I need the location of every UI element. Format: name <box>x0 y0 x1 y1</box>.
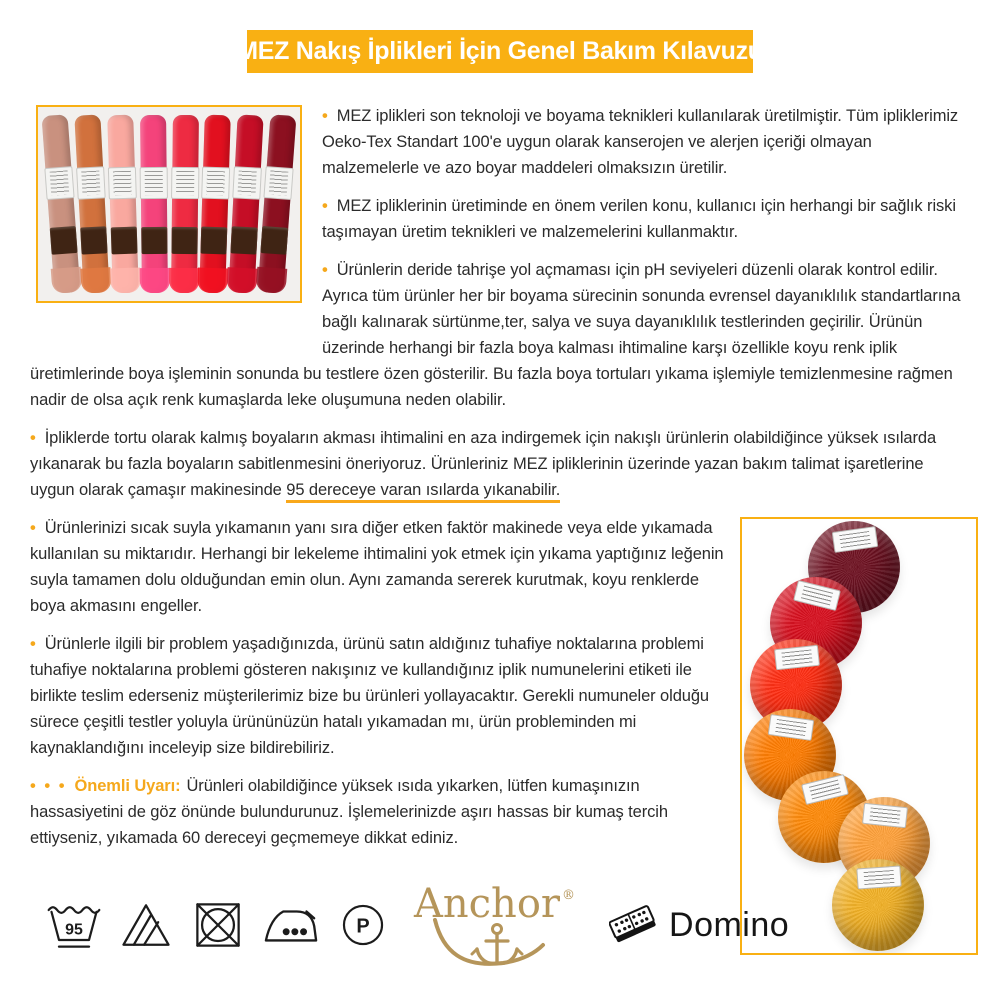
skein-tuft <box>139 268 169 293</box>
bullet-icon: • <box>322 261 328 279</box>
thread-skein <box>42 114 81 293</box>
care-symbols <box>44 897 392 953</box>
paragraph-text: MEZ iplikleri son teknoloji ve boyama teknikleri kullanılarak üretilmiştir. Tüm ipliklerimiz Oeko-Tex Standart 100'e uygun olarak kanserojen ve alerjen içeriği olmayan malzemelerle ve azo boyar maddeleri olmaksızın üretilir. <box>322 107 959 177</box>
paragraph-text: Ürünlerin deride tahrişe yol açmaması için pH seviyeleri düzenli olarak kontrol edilir. Ayrıca tüm ürünler her bir boyama sürecinin sonunda evrensel dayanıklılık standartlarına bağlı kalınarak sürtünme,ter, salya ve suya dayanıklılık testlerinden geçirilir. Ürünün üzerinde herhangi bir fazla boya kalması ihtimaline karşı özellikle koyu renk iplik üretimlerinde boya işleminin sonunda bu testlere özen gösterilir. Bu fazla boya tortuları yıkama işlemiyle temizlenmesine rağmen nadir de olsa açık renk kumaşlarda leke oluşumuna neden olabilir. <box>30 261 961 409</box>
skein-band <box>171 227 197 254</box>
ball-label <box>768 714 814 741</box>
ball-label <box>774 645 820 670</box>
footer-row <box>44 878 789 972</box>
thread-skein <box>107 115 138 294</box>
skein-band <box>231 226 258 254</box>
skein-band <box>141 227 167 254</box>
ball-label <box>801 774 849 805</box>
skein-label <box>44 166 74 200</box>
skein-tuft <box>198 268 229 294</box>
thread-skein <box>200 115 231 294</box>
dry-clean-p-icon <box>334 897 392 953</box>
skein-tuft <box>110 268 141 294</box>
skein-band <box>201 227 228 254</box>
paragraph-text: MEZ ipliklerinin üretiminde en önem verilen konu, kullanıcı için herhangi bir sağlık riski taşımayan üretim teknikleri ve malzemelerini kullanmaktır. <box>322 197 956 241</box>
bullet-icon: • <box>322 107 328 125</box>
skein-label <box>76 166 106 200</box>
bullet-icon: • <box>322 197 328 215</box>
skein-label <box>233 166 263 200</box>
ball-label <box>862 803 908 828</box>
bullet-icon: • <box>30 635 36 653</box>
skein-tuft <box>80 267 111 293</box>
domino-wordmark: Domino <box>669 905 790 944</box>
machine-wash-95-icon <box>44 897 104 953</box>
paragraph-text: Ürünlerinizi sıcak suyla yıkamanın yanı sıra diğer etken faktör makinede veya elde yıkamada kullanılan su miktarıdır. Herhangi bir lekeleme ihtimalini yok etmek için yıkama yaptığınız leğenin suyla tamamen dolu olduğundan emin olun. Aynı zamanda sererek kurutmak, koyu renklerde boya akmasını engeller. <box>30 519 724 615</box>
thread-skein <box>171 115 199 293</box>
skein-label <box>139 166 167 199</box>
skein-label <box>264 166 294 200</box>
skein-band <box>80 226 107 254</box>
paragraph-text: Ürünlerle ilgili bir problem yaşadığınızda, ürünü satın aldığınız tuhafiye noktalarına problemi tuhafiye noktalarına problemi gösteren nakışınız ve kullandığınız iplik numunelerini etiketi ile birlikte teslim ederseniz müşterilerimiz bize bu ürünleri yollayacaktır. Gerekli numuneler olduğu sürece çeşitli testler yoluyla ürününüzün hatalı yıkamadan mı, ürün probleminden mi kaynaklandığını inceleyip size bildirebiliriz. <box>30 635 710 757</box>
skein-label <box>202 166 231 199</box>
anchor-name: Anchor <box>414 881 561 927</box>
skein-label <box>108 166 137 199</box>
thread-skein <box>258 114 297 293</box>
skein-tuft <box>169 268 199 293</box>
ball-label <box>832 526 878 553</box>
paragraph-text: İpliklerde tortu olarak kalmış boyaların akması ihtimalini en aza indirgemek için nakışlı ürünlerin olabildiğince yüksek ısılarda yıkanarak bu fazla boyaların sabitlenmesini öneriyoruz. Ürünleriniz MEZ ipliklerinin üzerinde yazan bakım talimat işaretlerine uygun olarak çamaşır makinesinde <box>30 429 937 499</box>
skein-band <box>110 227 137 254</box>
bullet-icon: • <box>30 519 36 537</box>
registered-mark: ® <box>562 888 576 903</box>
svg-text:P: P <box>356 915 370 938</box>
skein-tuft <box>51 267 83 294</box>
skein-tuft <box>256 267 288 294</box>
skein-tuft <box>227 267 258 293</box>
anchor-wordmark <box>414 878 576 927</box>
header-banner <box>237 30 763 73</box>
ball-label <box>856 866 901 890</box>
bullet-icon: • <box>30 429 36 447</box>
domino-logo <box>609 903 789 947</box>
skein-band <box>261 226 289 255</box>
warning-dots-icon: • • • <box>30 777 67 795</box>
content-area <box>0 103 1000 851</box>
paragraph-washing <box>30 425 970 503</box>
skein-label <box>171 166 199 199</box>
underlined-phrase: 95 dereceye varan ısılarda yıkanabilir. <box>286 481 560 503</box>
svg-text:95: 95 <box>65 921 83 939</box>
ball-label <box>793 580 841 611</box>
thread-skein <box>140 115 168 293</box>
anchor-swash-icon <box>427 918 563 972</box>
do-not-tumble-dry-icon <box>188 897 248 953</box>
page-title: MEZ Nakış İplikleri İçin Genel Bakım Kılavuzu <box>237 37 763 65</box>
warning-label: Önemli Uyarı: <box>74 777 181 795</box>
skein-band <box>50 226 78 255</box>
anchor-logo <box>414 878 575 972</box>
warning-text: Ürünleri olabildiğince yüksek ısıda yıkarken, lütfen kumaşınızın hassasiyetini de göz önünde bulundurunuz. İşlemelerinizde aşırı hassas bir kumaş tercih ettiyseniz, yıkamada 60 dereceyi geçmemeye dikkat ediniz. <box>30 777 668 847</box>
domino-piece-icon <box>609 903 657 947</box>
thread-ball <box>832 859 924 951</box>
non-chlorine-bleach-icon <box>116 897 176 953</box>
iron-three-dots-icon <box>260 897 322 953</box>
floss-skeins-photo <box>36 105 302 303</box>
thread-skeins <box>38 107 300 293</box>
